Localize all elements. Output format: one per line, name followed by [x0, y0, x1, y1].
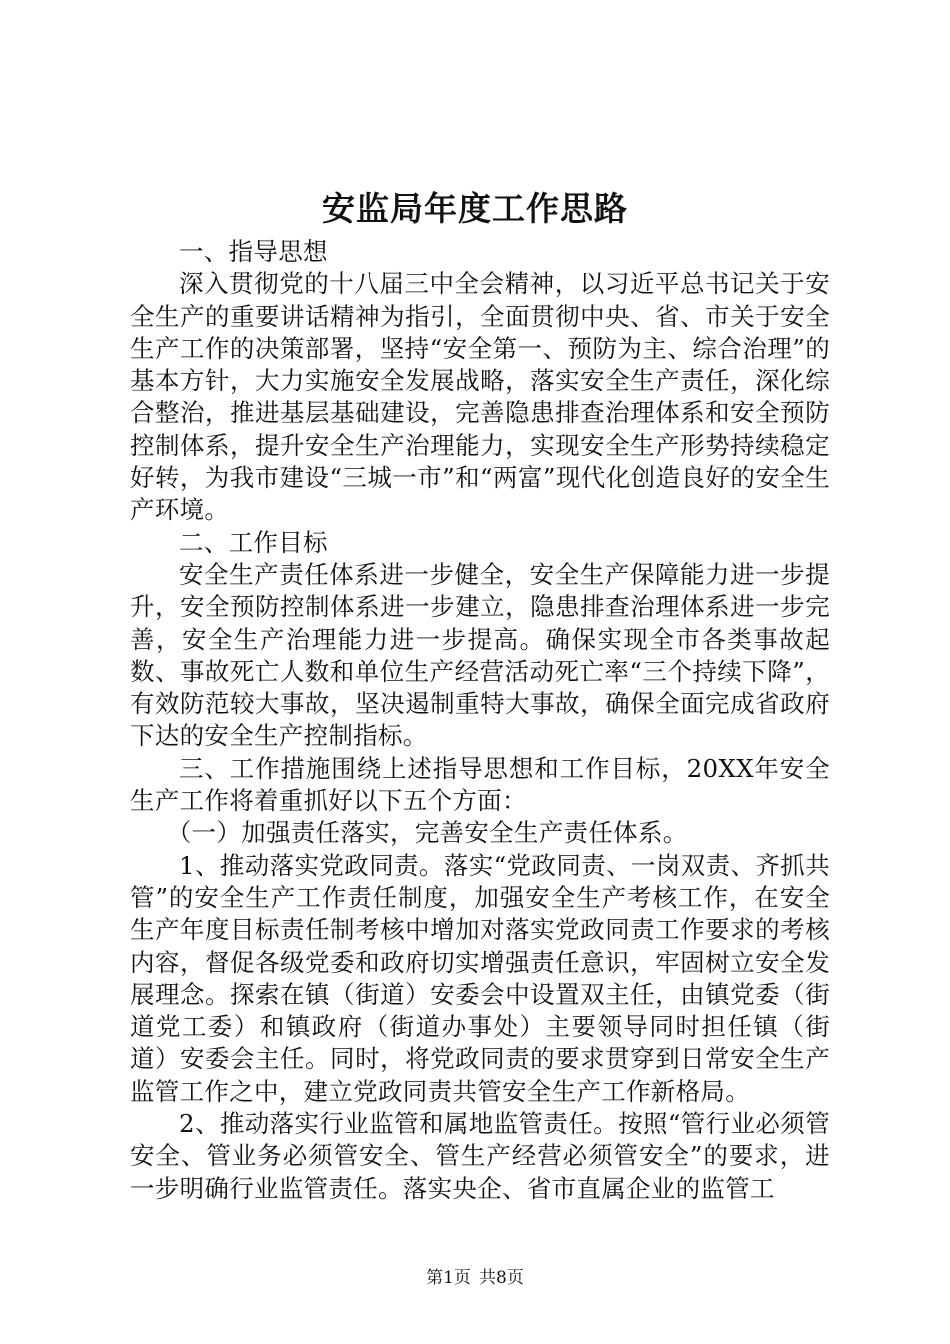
paragraph-item-2: 2、推动落实行业监管和属地监管责任。按照“管行业必须管安全、管业务必须管安全、管生产经营必须管安全”的要求，进一步明确行业监管责任。落实央企、省市直属企业的监管工: [130, 1109, 830, 1203]
section-heading-work-measures: 三、工作措施围绕上述指导思想和工作目标，20XX年安全生产工作将着重抓好以下五个方面：: [130, 753, 830, 816]
subsection-heading-responsibility: （一）加强责任落实，完善安全生产责任体系。: [166, 818, 688, 848]
page-footer: [0, 1266, 950, 1290]
paragraph-item-1: 1、推动落实党政同责。落实“党政同责、一岗双责、齐抓共管”的安全生产工作责任制度，加强安全生产考核工作，在安全生产年度目标责任制考核中增加对落实党政同责工作要求的考核内容，督促各级党委和政府切实增强责任意识，牢固树立安全发展理念。探索在镇（街道）安委会中设置双主任，由镇党委（街道党工委）和镇政府（街道办事处）主要领导同时担任镇（街道）安委会主任。同时，将党政同责的要求贯穿到日常安全生产监管工作之中，建立党政同责共管安全生产工作新格局。: [130, 850, 831, 1106]
section-heading-work-goals: 二、工作目标: [179, 527, 328, 557]
document-body: [130, 236, 830, 1205]
paragraph-guiding-ideology: 深入贯彻党的十八届三中全会精神，以习近平总书记关于安全生产的重要讲话精神为指引，全面贯彻中央、省、市关于安全生产工作的决策部署，坚持“安全第一、预防为主、综合治理”的基本方针，大力实施安全发展战略，落实安全生产责任，深化综合整治，推进基层基础建设，完善隐患排查治理体系和安全预防控制体系，提升安全生产治理能力，实现安全生产形势持续稳定好转，为我市建设“三城一市”和“两富”现代化创造良好的安全生产环境。: [130, 269, 830, 525]
paragraph-work-goals: 安全生产责任体系进一步健全，安全生产保障能力进一步提升，安全预防控制体系进一步建立，隐患排查治理体系进一步完善，安全生产治理能力进一步提高。确保实现全市各类事故起数、事故死亡人数和单位生产经营活动死亡率“三个持续下降”，有效防范较大事故，坚决遏制重特大事故，确保全面完成省政府下达的安全生产控制指标。: [130, 559, 830, 751]
page-total: 共8页: [479, 1268, 524, 1288]
document-title: 安监局年度工作思路: [322, 189, 628, 228]
section-heading-guiding-ideology: 一、指导思想: [179, 237, 328, 266]
page-number: 第1页: [426, 1268, 471, 1288]
